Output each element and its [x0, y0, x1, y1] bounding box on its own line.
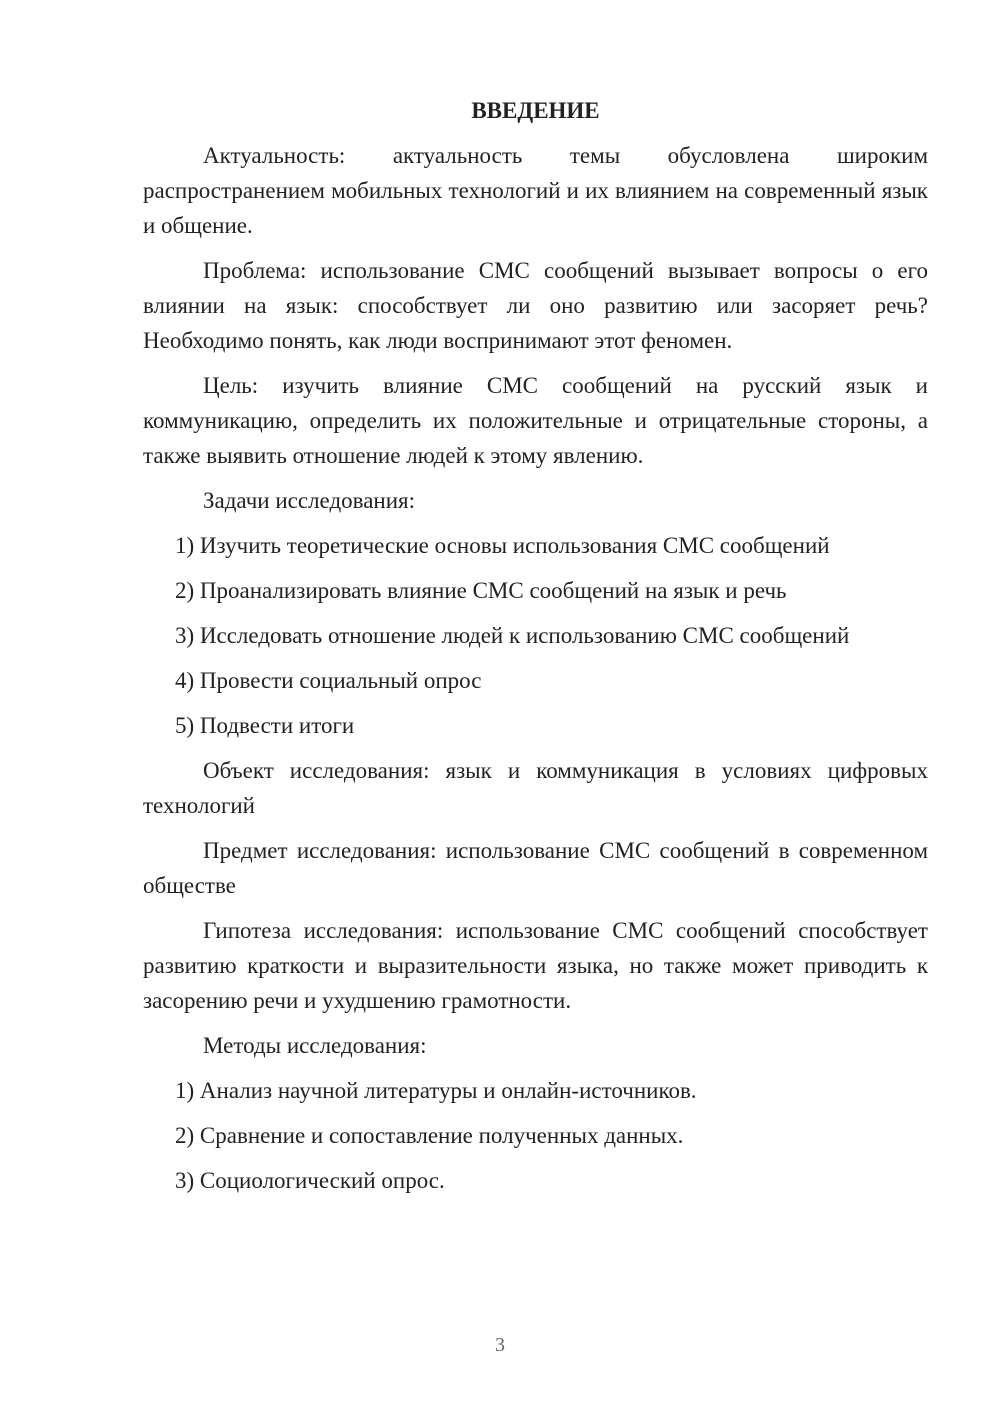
paragraph-subject: Предмет исследования: использование СМС сообщений в современном обществе — [143, 838, 928, 898]
tasks-list — [143, 528, 928, 743]
paragraph-tasks-heading: Задачи исследования: — [203, 488, 416, 513]
paragraph-methods-heading: Методы исследования: — [203, 1033, 427, 1058]
list-item: 1) Изучить теоретические основы использования СМС сообщений — [175, 533, 830, 558]
list-item: 3) Социологический опрос. — [175, 1168, 445, 1193]
paragraph-object: Объект исследования: язык и коммуникация в условиях цифровых технологий — [143, 758, 928, 818]
list-item: 2) Проанализировать влияние СМС сообщений на язык и речь — [175, 578, 787, 603]
paragraph-problem: Проблема: использование СМС сообщений вызывает вопросы о его влиянии на язык: способствует ли оно развитию или засоряет речь? Необходимо понять, как люди воспринимают этот феномен. — [143, 258, 928, 353]
paragraph-goal: Цель: изучить влияние СМС сообщений на русский язык и коммуникацию, определить их положительные и отрицательные стороны, а также выявить отношение людей к этому явлению. — [143, 373, 928, 468]
paragraph-hypothesis: Гипотеза исследования: использование СМС сообщений способствует развитию краткости и выразительности языка, но также может приводить к засорению речи и ухудшению грамотности. — [143, 918, 928, 1013]
list-item: 2) Сравнение и сопоставление полученных данных. — [175, 1123, 684, 1148]
paragraph-relevance: Актуальность: актуальность темы обусловлена широким распространением мобильных технологий и их влиянием на современный язык и общение. — [143, 143, 928, 238]
page-number: 3 — [495, 1334, 505, 1356]
list-item: 3) Исследовать отношение людей к использованию СМС сообщений — [175, 623, 850, 648]
methods-list — [143, 1073, 928, 1198]
list-item: 5) Подвести итоги — [175, 713, 355, 738]
list-item: 4) Провести социальный опрос — [175, 668, 482, 693]
list-item: 1) Анализ научной литературы и онлайн-источников. — [175, 1078, 697, 1103]
section-title: ВВЕДЕНИЕ — [471, 98, 600, 123]
page-content — [143, 94, 928, 1208]
